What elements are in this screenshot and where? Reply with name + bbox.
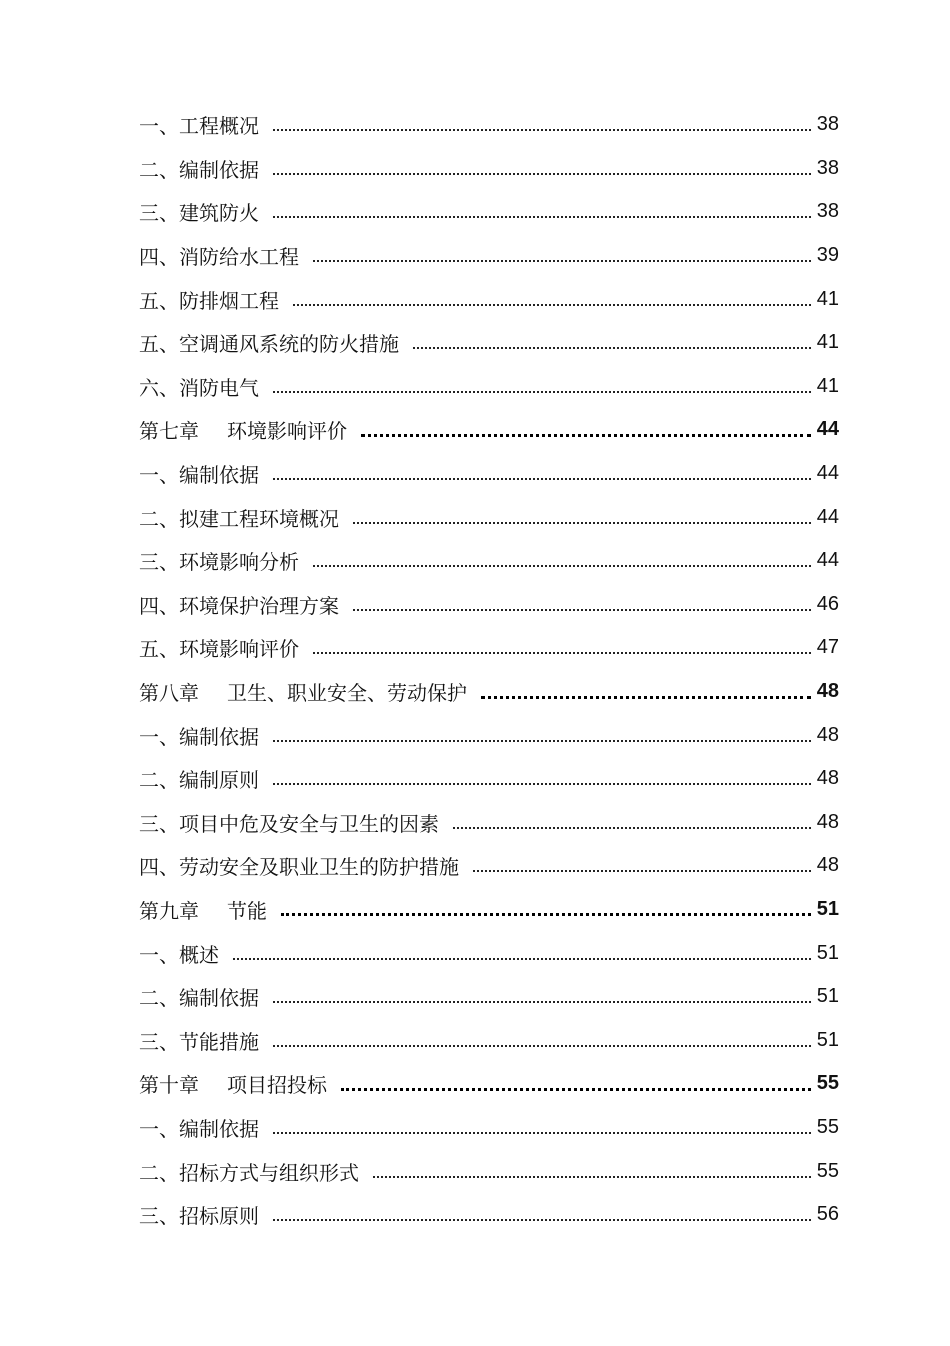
toc-entry-title [139, 1113, 259, 1142]
toc-dot-leader [273, 1000, 811, 1003]
toc-dot-leader [353, 608, 811, 611]
toc-page-number: 39 [816, 244, 839, 267]
toc-dot-leader [481, 695, 811, 699]
toc-title-text: 四、消防给水工程 [139, 245, 299, 270]
toc-page-number: 44 [816, 505, 839, 528]
toc-entry-title [139, 154, 259, 183]
toc-entry[interactable] [139, 1149, 839, 1193]
toc-title-text: 三、项目中危及安全与卫生的因素 [139, 811, 439, 836]
toc-entry[interactable] [139, 321, 839, 365]
toc-page-number: 46 [816, 592, 839, 615]
toc-title-text: 六、消防电气 [139, 375, 259, 400]
toc-title-text: 环境影响评价 [227, 419, 347, 444]
toc-entry-title [139, 241, 299, 270]
toc-entry-title [139, 851, 459, 880]
toc-entry-title [139, 110, 259, 139]
toc-page-number: 38 [816, 156, 839, 179]
table-of-contents [139, 103, 839, 1236]
toc-entry-title [139, 764, 259, 793]
toc-title-text: 二、编制原则 [139, 768, 259, 793]
toc-title-text: 三、环境影响分析 [139, 550, 299, 575]
toc-page-number: 55 [816, 1159, 839, 1182]
toc-entry[interactable] [139, 147, 839, 191]
toc-title-text: 五、空调通风系统的防火措施 [139, 332, 399, 357]
toc-dot-leader [273, 477, 811, 480]
toc-chapter-number: 第九章 [139, 898, 199, 923]
toc-dot-leader [273, 1218, 811, 1221]
toc-chapter-number: 第十章 [139, 1073, 199, 1098]
toc-chapter-entry[interactable] [139, 1062, 839, 1106]
toc-entry[interactable] [139, 583, 839, 627]
toc-title-text: 四、劳动安全及职业卫生的防护措施 [139, 855, 459, 880]
toc-entry-title [139, 808, 439, 837]
toc-page-number: 38 [816, 200, 839, 223]
toc-page-number: 41 [816, 374, 839, 397]
toc-page-number: 51 [816, 897, 839, 920]
toc-entry-title [139, 677, 467, 706]
toc-title-text: 项目招投标 [227, 1073, 327, 1098]
toc-dot-leader [353, 521, 811, 524]
toc-page-number: 41 [816, 287, 839, 310]
toc-dot-leader [373, 1175, 811, 1178]
toc-entry-title [139, 459, 259, 488]
toc-title-text: 五、防排烟工程 [139, 288, 279, 313]
toc-entry[interactable] [139, 495, 839, 539]
toc-title-text: 一、概述 [139, 942, 219, 967]
toc-page-number: 55 [816, 1072, 839, 1095]
toc-entry[interactable] [139, 931, 839, 975]
toc-entry-title [139, 982, 259, 1011]
toc-title-text: 五、环境影响评价 [139, 637, 299, 662]
toc-entry-title [139, 1157, 359, 1186]
toc-title-text: 二、招标方式与组织形式 [139, 1160, 359, 1185]
toc-entry[interactable] [139, 190, 839, 234]
toc-dot-leader [273, 172, 811, 175]
toc-dot-leader [313, 564, 811, 567]
toc-page-number: 44 [816, 418, 839, 441]
toc-entry-title [139, 1200, 259, 1229]
toc-chapter-entry[interactable] [139, 408, 839, 452]
toc-entry-title [139, 415, 347, 444]
toc-page-number: 48 [816, 767, 839, 790]
toc-dot-leader [273, 1044, 811, 1047]
toc-entry[interactable] [139, 757, 839, 801]
toc-title-text: 卫生、职业安全、劳动保护 [227, 681, 467, 706]
toc-title-text: 一、编制依据 [139, 1116, 259, 1141]
toc-entry[interactable] [139, 1106, 839, 1150]
toc-dot-leader [313, 651, 811, 654]
toc-dot-leader [273, 1131, 811, 1134]
toc-title-text: 一、工程概况 [139, 114, 259, 139]
toc-entry[interactable] [139, 234, 839, 278]
toc-title-text: 二、拟建工程环境概况 [139, 506, 339, 531]
toc-entry-title [139, 721, 259, 750]
toc-dot-leader [273, 739, 811, 742]
toc-page-number: 38 [816, 113, 839, 136]
toc-page-number: 56 [816, 1203, 839, 1226]
toc-entry-title [139, 633, 299, 662]
toc-dot-leader [273, 128, 811, 131]
toc-entry[interactable] [139, 365, 839, 409]
toc-entry-title [139, 285, 279, 314]
toc-page-number: 48 [816, 810, 839, 833]
toc-page-number: 51 [816, 1028, 839, 1051]
toc-page-number: 48 [816, 680, 839, 703]
toc-entry[interactable] [139, 539, 839, 583]
toc-title-text: 节能 [227, 898, 267, 923]
toc-entry[interactable] [139, 626, 839, 670]
toc-dot-leader [281, 912, 811, 916]
toc-title-text: 四、环境保护治理方案 [139, 593, 339, 618]
toc-entry[interactable] [139, 1193, 839, 1237]
toc-title-text: 一、编制依据 [139, 463, 259, 488]
toc-title-text: 二、编制依据 [139, 986, 259, 1011]
toc-entry-title [139, 590, 339, 619]
toc-dot-leader [273, 782, 811, 785]
toc-page-number: 44 [816, 549, 839, 572]
toc-page-number: 41 [816, 331, 839, 354]
toc-dot-leader [453, 826, 811, 829]
toc-dot-leader [273, 215, 811, 218]
toc-entry[interactable] [139, 713, 839, 757]
toc-chapter-entry[interactable] [139, 888, 839, 932]
toc-page-number: 51 [816, 985, 839, 1008]
toc-dot-leader [473, 869, 811, 872]
toc-dot-leader [313, 259, 811, 262]
toc-chapter-number: 第七章 [139, 419, 199, 444]
toc-page-number: 47 [816, 636, 839, 659]
toc-dot-leader [361, 433, 811, 437]
toc-dot-leader [341, 1087, 811, 1091]
toc-title-text: 三、节能措施 [139, 1029, 259, 1054]
toc-entry-title [139, 546, 299, 575]
toc-chapter-entry[interactable] [139, 670, 839, 714]
toc-entry-title [139, 1069, 327, 1098]
toc-entry[interactable] [139, 844, 839, 888]
toc-entry-title [139, 939, 219, 968]
toc-entry-title [139, 372, 259, 401]
toc-entry-title [139, 895, 267, 924]
toc-entry-title [139, 197, 259, 226]
toc-title-text: 一、编制依据 [139, 724, 259, 749]
toc-entry-title [139, 503, 339, 532]
toc-dot-leader [233, 957, 811, 960]
toc-title-text: 二、编制依据 [139, 157, 259, 182]
toc-dot-leader [413, 346, 811, 349]
toc-entry[interactable] [139, 975, 839, 1019]
toc-dot-leader [273, 390, 811, 393]
toc-entry[interactable] [139, 452, 839, 496]
toc-title-text: 三、招标原则 [139, 1204, 259, 1229]
toc-page-number: 48 [816, 854, 839, 877]
toc-entry-title [139, 1026, 259, 1055]
toc-entry[interactable] [139, 103, 839, 147]
toc-chapter-number: 第八章 [139, 681, 199, 706]
toc-title-text: 三、建筑防火 [139, 201, 259, 226]
toc-page-number: 51 [816, 941, 839, 964]
toc-page-number: 44 [816, 462, 839, 485]
toc-entry[interactable] [139, 801, 839, 845]
toc-entry[interactable] [139, 1018, 839, 1062]
toc-page-number: 48 [816, 723, 839, 746]
toc-entry-title [139, 328, 399, 357]
toc-dot-leader [293, 303, 811, 306]
toc-entry[interactable] [139, 277, 839, 321]
toc-page-number: 55 [816, 1115, 839, 1138]
